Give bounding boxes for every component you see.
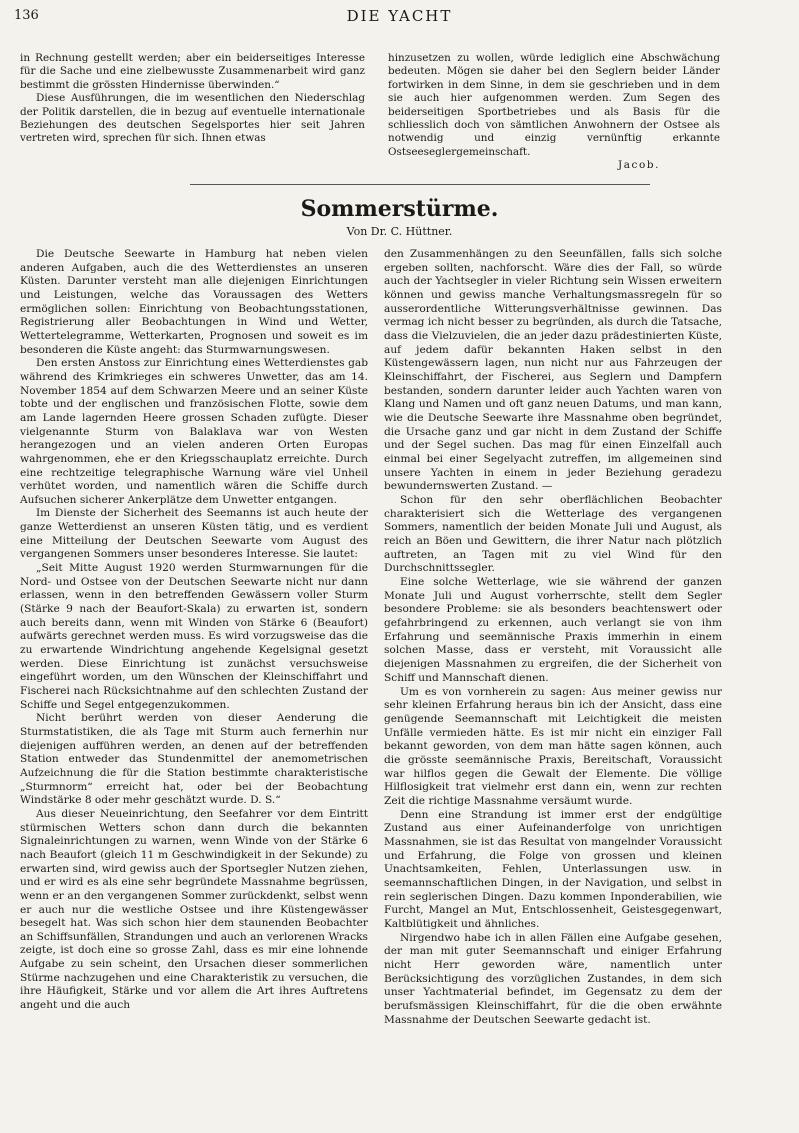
preceding-article-right-column — [388, 52, 720, 173]
article-byline: Von Dr. C. Hüttner. — [346, 225, 453, 238]
paragraph: Schon für den sehr oberflächlichen Beobachter charakterisiert sich die Wetterlage des vergangenen Sommers, namentlich der beiden Monate Juli und August, als reich an Böen und Gewittern, die ihrer Natur nach plötzlich auftreten, an Tagen mit zu viel Wind für den Durchschnittssegler. — [384, 494, 722, 575]
preceding-article-left-column — [20, 52, 365, 146]
article-title: Sommerstürme. — [300, 196, 499, 222]
paragraph: Eine solche Wetterlage, wie sie während der ganzen Monate Juli und August vorherrschte, stellt dem Segler besondere Probleme: sie als besonders beachtenswert oder gefahrbringend zu erkennen, auch verlangt sie von ihm Erfahrung und seemännische Praxis immerhin in einem solchen Masse, dass er versteht, mit Voraussicht alle diejenigen Massnahmen zu ergreifen, die der Sicherheit von Schiff und Mannschaft dienen. — [384, 576, 722, 684]
paragraph: in Rechnung gestellt werden; aber ein beiderseitiges Interesse für die Sache und eine zielbewusste Zusammenarbeit wird ganz bestimmt die grössten Hindernisse überwinden.“ — [20, 52, 365, 91]
section-divider — [190, 184, 650, 185]
paragraph: Denn eine Strandung ist immer erst der endgültige Zustand aus einer Aufeinanderfolge von unrichtigen Massnahmen, sie ist das Resultat von mangelnder Voraussicht und Erfahrung, die Folge von grossen und kleinen Unachtsamkeiten, Fehlen, Unterlassungen usw. in seemannschaftlichen Dingen, in der Navigation, und selbst in rein seglerischen Dingen. Dazu kommen Inponderabilien, wie Furcht, Mangel an Mut, Entschlossenheit, Geistesgegenwart, Kaltblütigkeit und ähnliches. — [384, 808, 722, 930]
paragraph: hinzusetzen zu wollen, würde lediglich eine Abschwächung bedeuten. Mögen sie daher bei den Seglern beider Länder fortwirken in dem Sinne, in dem sie geschrieben und in dem sie auch hier aufgenommen werden. Zum Segen des beiderseitigen Sportbetriebes und als Basis für die schliesslich doch von sämtlichen Anwohnern der Ostsee als notwendig und einzig vernünftig erkannte Ostseeseglergemeinschaft. — [388, 52, 720, 158]
quote-paragraph: „Seit Mitte August 1920 werden Sturmwarnungen für die Nord- und Ostsee von der Deutschen Seewarte nicht nur dann erlassen, wenn in den betreffenden Gewässern voller Sturm (Stärke 9 nach der Beaufort-Skala) zu erwarten ist, sondern auch bereits dann, wenn mit Winden von Stärke 6 (Beaufort) aufwärts gerechnet werden muss. Es wird vorzugsweise das die zu erwartende Windrichtung angehende Kegelsignal gesetzt werden. Diese Einrichtung ist zunächst versuchsweise eingeführt worden, um den Wünschen der Kleinschiffahrt und Fischerei nach Rücksichtnahme auf den schlechten Zustand der Schiffe und Segel entgegenzukommen. — [20, 562, 368, 711]
paragraph: Die Deutsche Seewarte in Hamburg hat neben vielen anderen Aufgaben, auch die des Wetterdienstes an unseren Küsten. Darunter versteht man alle diejenigen Einrichtungen und Leistungen, welche das Voraussagen des Wetters ermöglichen sollen: Einrichtung von Beobachtungsstationen, Registrierung aller Beobachtungen in Wind und Wetter, Wettertelegramme, Wetterkarten, Prognosen und soweit es im besonderen die Küste angeht: das Sturmwarnungswesen. — [20, 248, 368, 356]
paragraph: Um es von vornherein zu sagen: Aus meiner gewiss nur sehr kleinen Erfahrung heraus bin ich der Ansicht, dass eine genügende Seemannschaft mit Leichtigkeit die meisten Unfälle vermieden hätte. Es ist mir nicht ein einziger Fall bekannt geworden, von dem man hätte sagen können, auch die grösste seemännische Praxis, Bereitschaft, Voraussicht war hilflos gegen die Gewalt der Elemente. Die völlige Hilflosigkeit trat vielmehr erst dann ein, wenn zur rechten Zeit die richtige Massnahme versäumt wurde. — [384, 685, 722, 807]
author-signature: Jacob. — [618, 159, 660, 172]
paragraph: Den ersten Anstoss zur Einrichtung eines Wetterdienstes gab während des Krimkrieges ein schweres Unwetter, das am 14. November 1854 auf dem Schwarzen Meere und an seiner Küste tobte und der englischen und französischen Flotte, sowie dem am Lande lagernden Heere grossen Schaden zufügte. Dieser vielgenannte Sturm von Balaklava war von Westen herangezogen und an vielen anderen Orten Europas wahrgenommen, ehe er den Kriegsschauplatz erreichte. Durch eine rechtzeitige telegraphische Warnung wäre viel Unheil verhütet worden, und namentlich wären die Schiffe durch Aufsuchen sicherer Ankerplätze dem Unwetter entgangen. — [20, 357, 368, 506]
article-right-column — [384, 248, 722, 1027]
paragraph: Diese Ausführungen, die im wesentlichen den Niederschlag der Politik darstellen, die in bezug auf eventuelle internationale Beziehungen des deutschen Segelsportes hier seit Jahren vertreten wird, sprechen für sich. Ihnen etwas — [20, 92, 365, 145]
paragraph: den Zusammenhängen zu den Seeunfällen, falls sich solche ergeben sollten, nachforscht. Wäre dies der Fall, so würde auch der Yachtsegler in vieler Richtung sein Wissen erweitern können und gewiss manche Verhaltungsmassregeln für so ausserordentliche Witterungsverhältnisse gewinnen. Das vermag ich nicht besser zu begründen, als durch die Tatsache, dass die Vielzuvielen, die an jeder dazu prädestinierten Küste, auf jedem dafür bekannten Haken selbst in den Küstengewässern lagen, nun nicht nur aus Fahrzeugen der Kleinschiffahrt, der Fischerei, aus Seglern und Dampfern bestanden, sondern darunter leider auch Yachten waren von Klang und Namen und oft ganz neuen Datums, und man kann, wie die Deutsche Seewarte ihre Massnahme oben begründet, die Ursache ganz und gar nicht in dem Zustand der Schiffe und der Segel suchen. Das mag für einen Einzelfall auch einmal bei einer Segelyacht zutreffen, im allgemeinen sind unsere Yachten in einem in jeder Beziehung geradezu bewundernswerten Zustand. — — [384, 248, 722, 493]
running-head: DIE YACHT — [346, 7, 453, 25]
article-left-column — [20, 248, 368, 1013]
quote-paragraph: Nicht berührt werden von dieser Aenderung die Sturmstatistiken, die als Tage mit Sturm auch fernerhin nur diejenigen aufführen werden, an denen auf der betreffenden Station entweder das Stundenmittel der anemometrischen Aufzeichnung die für die Station bestimmte charakteristische „Sturmnorm“ erreicht hat, oder bei der Beobachtung Windstärke 8 oder mehr geschätzt wurde. D. S.“ — [20, 712, 368, 807]
paragraph: Aus dieser Neueinrichtung, den Seefahrer vor dem Eintritt stürmischen Wetters schon dann durch die bekannten Signaleinrichtungen zu warnen, wenn Winde von der Stärke 6 nach Beaufort (gleich 11 m Geschwindigkeit in der Sekunde) zu erwarten sind, wird gewiss auch der Sportsegler Nutzen ziehen, und er wird es als eine sehr begründete Massnahme begrüssen, wenn er an den vergangenen Sommer zurückdenkt, selbst wenn er auch nur die westliche Ostsee und ihre Küstengewässer besegelt hat. Was sich schon hier dem staunenden Beobachter an Schiffsunfällen, Strandungen und auch an verlorenen Wracks zeigte, ist doch eine so grosse Zahl, dass es mir eine lohnende Aufgabe zu sein scheint, den Ursachen dieser sommerlichen Stürme nachzugehen und eine Charakteristik zu versuchen, die ihre Häufigkeit, Stärke und vor allem die Art ihres Auftretens angeht und die auch — [20, 807, 368, 1012]
page-number: 136 — [14, 8, 39, 23]
paragraph: Im Dienste der Sicherheit des Seemanns ist auch heute der ganze Wetterdienst an unseren Küsten tätig, und es verdient eine Mitteilung der Deutschen Seewarte vom August des vergangenen Sommers unser besonderes Interesse. Sie lautet: — [20, 507, 368, 561]
paragraph: Nirgendwo habe ich in allen Fällen eine Aufgabe gesehen, der man mit guter Seemannschaft und einiger Erfahrung nicht Herr geworden wäre, namentlich unter Berücksichtigung des vorzüglichen Zustandes, in dem sich unser Yachtmaterial befindet, im Gegensatz zu dem der berufsmässigen Kleinschiffahrt, für die die oben erwähnte Massnahme der Deutschen Seewarte gedacht ist. — [384, 931, 722, 1026]
